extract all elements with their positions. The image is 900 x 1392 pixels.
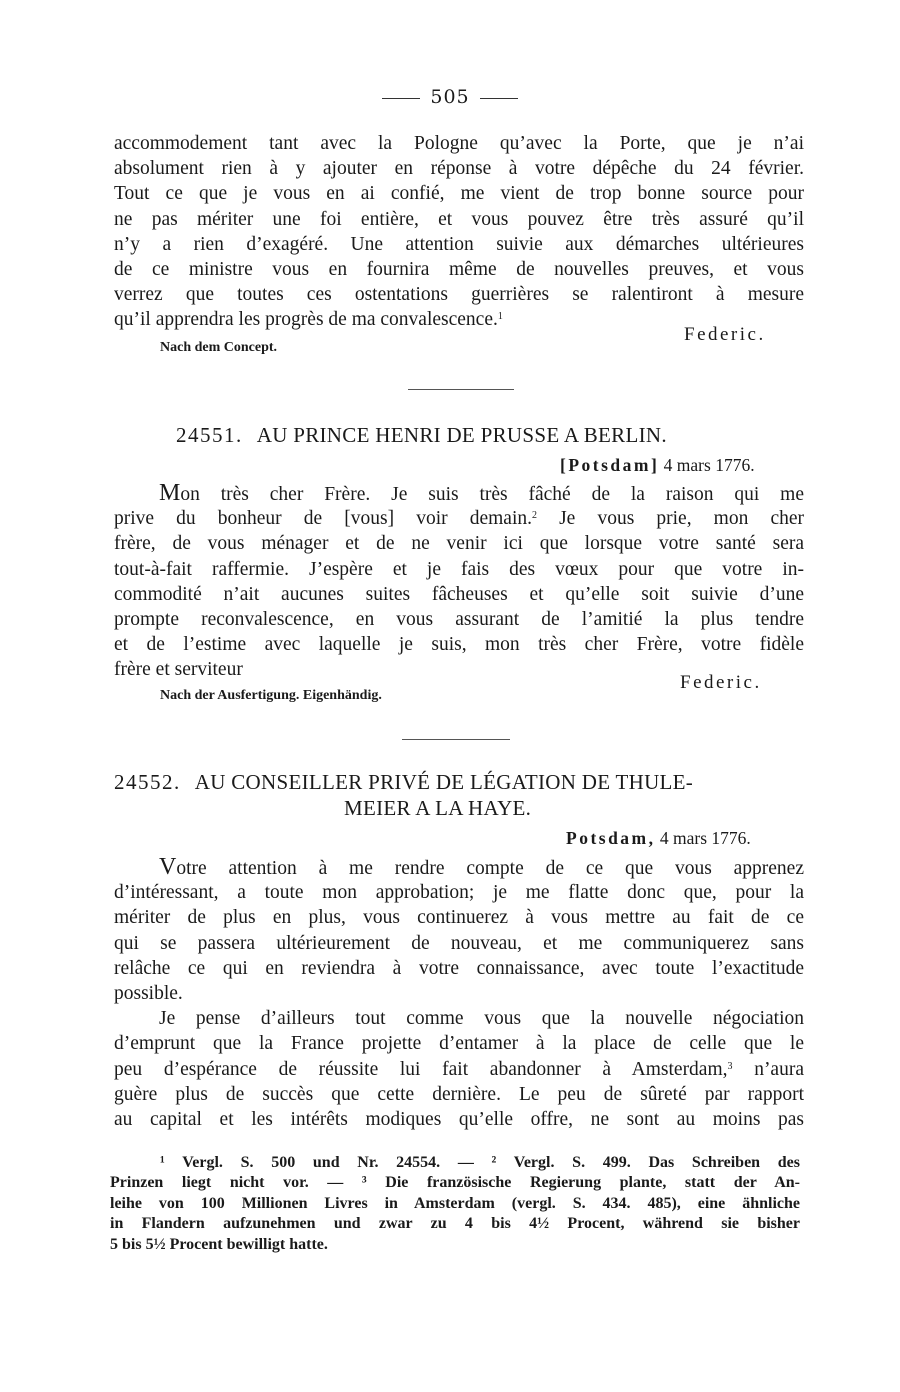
text-line-content: on très cher Frère. Je suis très fâché de la raison qui me [180,484,804,505]
source-note: Nach dem Concept. [160,340,278,355]
signature: Federic. [680,672,762,693]
text-line: frère, de vous ménager et de ne venir ici que lorsque votre santé sera [114,533,804,555]
letter-addressee: AU CONSEILLER PRIVÉ DE LÉGATION DE THULE- [194,770,694,794]
footnote-ref: 2 [531,510,537,522]
footnote-line: ¹ Vergl. S. 500 und Nr. 24554. — ² Vergl. S. 499. Das Schreiben des [160,1154,800,1171]
letter-heading [114,770,693,795]
text-line-content: Je vous prie, mon cher [559,508,804,530]
text-line: de ce ministre vous en fournira même de nouvelles preuves, et vous [114,258,804,280]
letter-continuation [114,131,804,333]
text-line: frère et serviteur [114,659,243,681]
text-line: commodité n’ait aucunes suites fâcheuses et qu’elle soit suivie d’une [114,583,804,605]
letter-body [114,855,804,1132]
footnote-line: 5 bis 5½ Procent bewilligt hatte. [110,1235,328,1253]
text-line: verrez que toutes ces ostentations guerrières se ralentiront à mesure [114,284,804,306]
text-line: tout-à-fait raffermie. J’espère et je fais des vœux pour que votre in- [114,558,804,580]
text-line: Je pense d’ailleurs tout comme vous que la nouvelle négociation [159,1008,804,1030]
page-header [0,86,900,108]
drop-initial: V [159,854,177,880]
text-line-content: peu d’espérance de réussite lui fait abandonner à Amsterdam, [114,1058,728,1080]
text-line [114,481,804,506]
page-number: 505 [430,86,470,108]
text-line: prompte reconvalescence, en vous assurant de l’amitié la plus tendre [114,608,804,630]
text-line: possible. [114,982,183,1004]
letter-number: 24551. [176,423,243,447]
drop-initial: M [159,480,181,506]
text-line: relâche ce qui en reviendra à votre connaissance, avec toute l’exactitude [114,957,804,979]
text-line: absolument rien à y ajouter en réponse à votre dépêche du 24 février. [114,158,804,180]
text-line-content: otre attention à me rendre compte de ce que vous apprenez [176,858,804,879]
text-line [114,855,804,880]
signature: Federic. [684,324,766,345]
source-note: Nach der Ausfertigung. Eigenhändig. [160,688,382,703]
footnote-ref: 1 [497,311,503,323]
text-line: Tout ce que je vous en ai confié, me vient de trop bonne source pour [114,183,804,205]
text-line [114,1057,804,1082]
text-line: ne pas mériter une foi entière, et vous pouvez être très assuré qu’il [114,208,804,230]
section-divider [408,389,514,390]
text-line-content: qu’il apprendra les progrès de ma convalescence. [114,309,498,331]
text-line: n’y a rien d’exagéré. Une attention suivie aux démarches ultérieures [114,233,804,255]
letter-place: [Potsdam] [560,455,660,475]
letter-heading [176,423,667,448]
text-line: d’intéressant, a toute mon approbation; je me flatte donc que, pour la [114,882,804,904]
letter-number: 24552. [114,770,181,794]
letter-addressee: AU PRINCE HENRI DE PRUSSE A BERLIN. [256,423,667,447]
text-line: accommodement tant avec la Pologne qu’avec la Porte, que je n’ai [114,133,804,154]
letter-place: Potsdam, [566,828,656,848]
footnotes [110,1153,800,1255]
footnote-line: leihe von 100 Millionen Livres in Amsterdam (vergl. S. 434. 485), eine ähnliche [110,1194,800,1212]
letter-dateline [560,455,755,476]
letter-date: 4 mars 1776. [659,828,751,848]
footnote-line: in Flandern aufzunehmen und zwar zu 4 bis 4½ Procent, während sie bisher [110,1215,800,1233]
text-line: au capital et les intérêts modiques qu’elle offre, ne sont au moins pas [114,1108,804,1130]
header-rule-right [480,98,518,99]
text-line: et de l’estime avec laquelle je suis, mon très cher Frère, votre fidèle [114,634,804,656]
footnote-line: Prinzen liegt nicht vor. — ³ Die französische Regierung plante, statt der An- [110,1174,800,1192]
text-line-content: n’aura [754,1058,804,1080]
text-line-content: prive du bonheur de [vous] voir demain. [114,508,532,530]
section-divider [402,739,510,740]
text-line: qui se passera ultérieurement de nouveau, et me communiquerez sans [114,932,804,954]
text-line: d’emprunt que la France projette d’entamer à la place de celle que le [114,1033,804,1055]
header-rule-left [382,98,420,99]
text-line: mériter de plus en plus, vous continuerez à vous mettre au fait de ce [114,907,804,929]
text-line: guère plus de succès que cette dernière. Le peu de sûreté par rapport [114,1083,804,1105]
letter-body [114,481,804,683]
text-line [114,506,804,531]
footnote-ref: 3 [727,1060,733,1072]
letter-dateline [566,828,751,849]
letter-date: 4 mars 1776. [663,455,755,475]
letter-heading-cont: MEIER A LA HAYE. [344,796,532,820]
